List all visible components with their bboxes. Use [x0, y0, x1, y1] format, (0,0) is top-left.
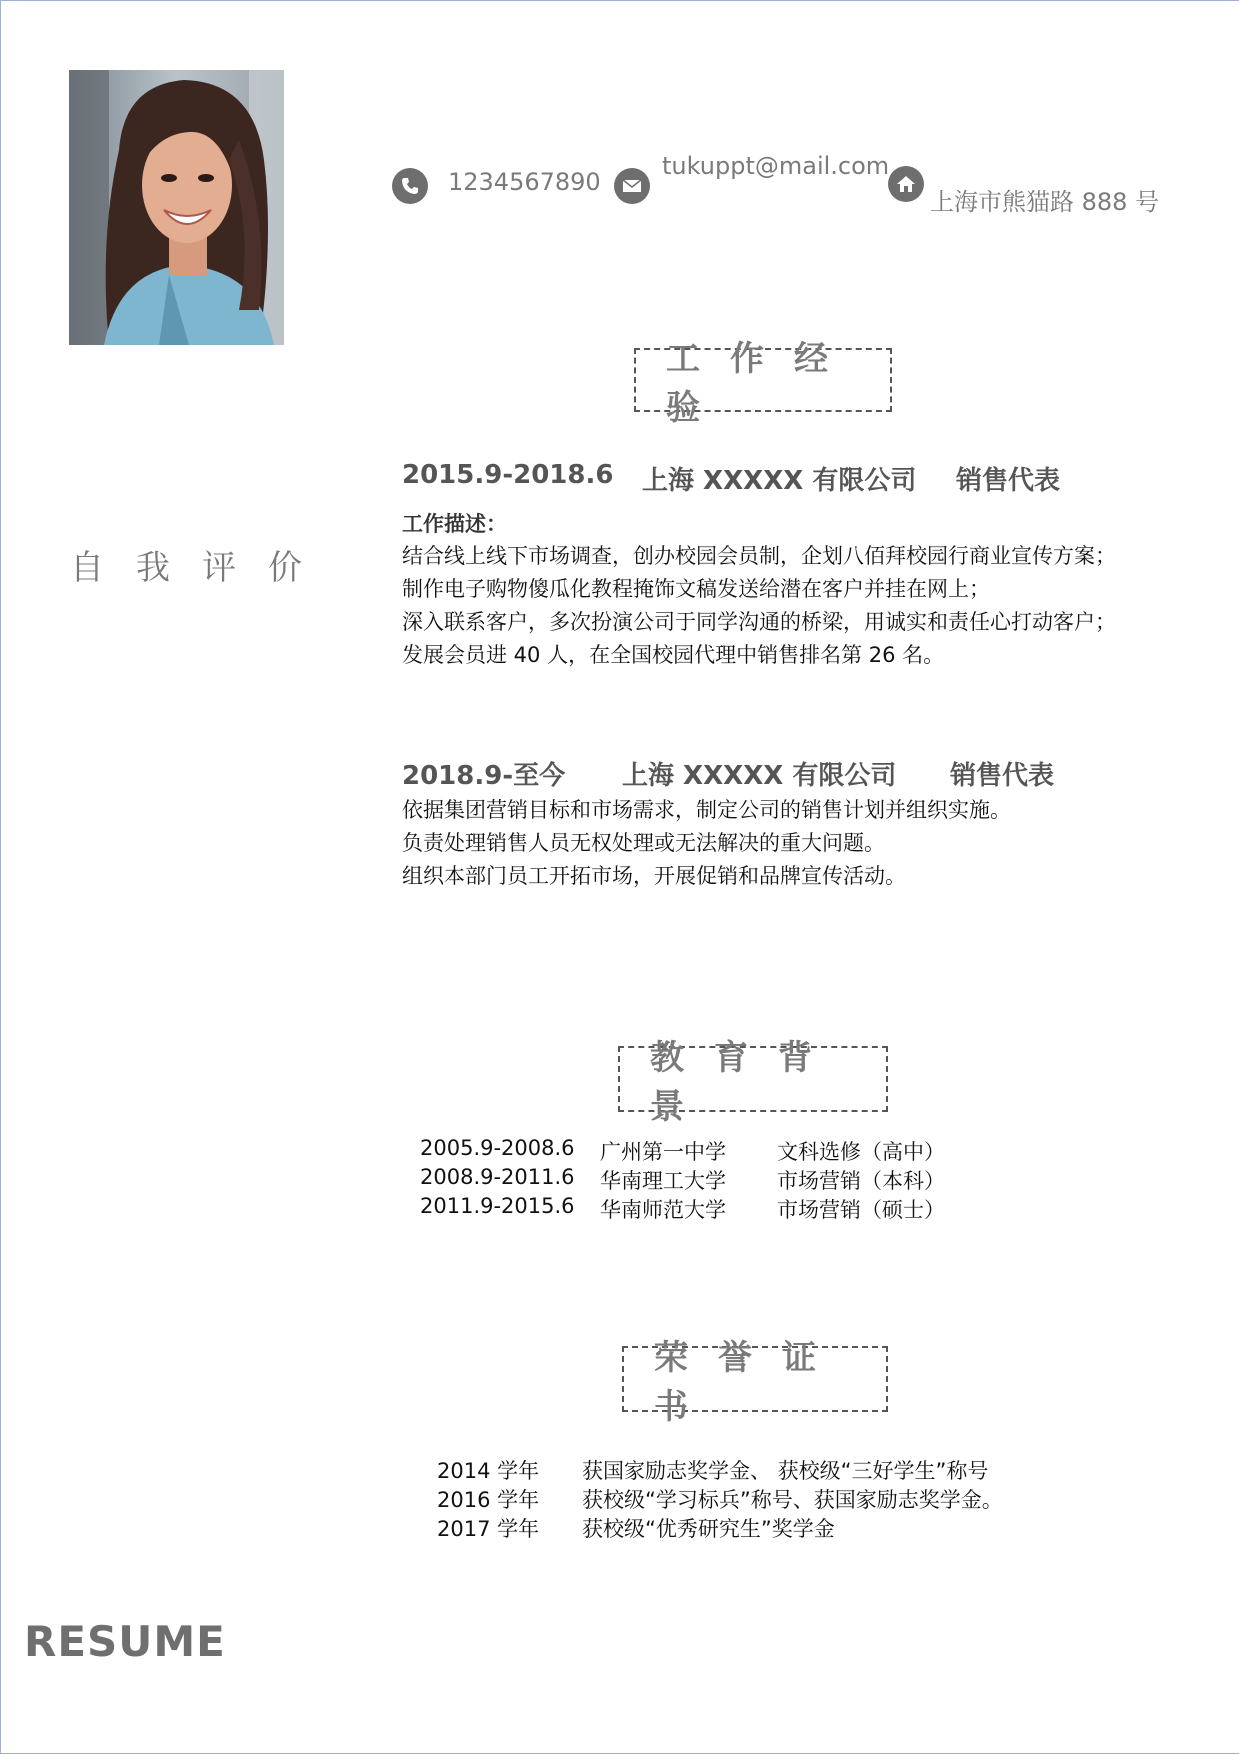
home-icon	[888, 166, 924, 202]
phone-number: 1234567890	[448, 168, 601, 196]
job-1-line: 发展会员进 40 人，在全国校园代理中销售排名第 26 名。	[402, 643, 945, 667]
mail-icon	[614, 168, 650, 204]
honor-text: 获校级“优秀研究生”奖学金	[582, 1517, 835, 1541]
work-experience-title: 工作经验	[666, 339, 858, 428]
home-address: 上海市熊猫路 888 号	[930, 188, 1160, 216]
job-1-company: 上海 XXXXX 有限公司	[642, 466, 917, 496]
edu-major: 市场营销（本科）	[777, 1169, 945, 1193]
job-2-line: 依据集团营销目标和市场需求，制定公司的销售计划并组织实施。	[402, 798, 1011, 822]
honors-title: 荣誉证书	[654, 1338, 846, 1427]
job-1-line: 结合线上线下市场调查，创办校园会员制，企划八佰拜校园行商业宣传方案；	[402, 544, 1116, 568]
work-experience-heading	[634, 339, 892, 428]
job-2-line: 负责处理销售人员无权处理或无法解决的重大问题。	[402, 831, 885, 855]
portrait-photo	[69, 70, 284, 345]
resume-tag: RESUME	[24, 1617, 226, 1666]
job-1-title: 销售代表	[956, 466, 1061, 496]
edu-school: 华南师范大学	[600, 1198, 726, 1222]
edu-period: 2008.9-2011.6	[420, 1165, 575, 1189]
job-1-period: 2015.9-2018.6	[402, 460, 614, 490]
edu-school: 广州第一中学	[600, 1140, 726, 1164]
job-1-desc-label: 工作描述：	[402, 512, 507, 536]
job-2-title: 销售代表	[950, 761, 1055, 791]
edu-period: 2005.9-2008.6	[420, 1136, 575, 1160]
edu-major: 市场营销（硕士）	[777, 1198, 945, 1222]
honor-text: 获国家励志奖学金、 获校级“三好学生”称号	[582, 1459, 989, 1483]
job-2-line: 组织本部门员工开拓市场，开展促销和品牌宣传活动。	[402, 864, 906, 888]
job-1-line: 深入联系客户，多次扮演公司于同学沟通的桥梁，用诚实和责任心打动客户；	[402, 610, 1116, 634]
education-title: 教育背景	[650, 1038, 842, 1127]
self-evaluation-title: 自我评价	[70, 548, 334, 588]
honors-heading	[622, 1338, 888, 1427]
job-2-period: 2018.9-至今	[402, 761, 566, 791]
job-1-line: 制作电子购物傻瓜化教程掩饰文稿发送给潜在客户并挂在网上；	[402, 577, 990, 601]
edu-major: 文科选修（高中）	[777, 1140, 945, 1164]
honor-text: 获校级“学习标兵”称号、获国家励志奖学金。	[582, 1488, 1003, 1512]
honor-year: 2014 学年	[437, 1459, 540, 1483]
job-2-company: 上海 XXXXX 有限公司	[622, 761, 897, 791]
email-address: tukuppt@mail.com	[662, 152, 890, 180]
honor-year: 2016 学年	[437, 1488, 540, 1512]
edu-period: 2011.9-2015.6	[420, 1194, 575, 1218]
education-heading	[618, 1038, 888, 1127]
edu-school: 华南理工大学	[600, 1169, 726, 1193]
phone-icon	[392, 168, 428, 204]
honor-year: 2017 学年	[437, 1517, 540, 1541]
